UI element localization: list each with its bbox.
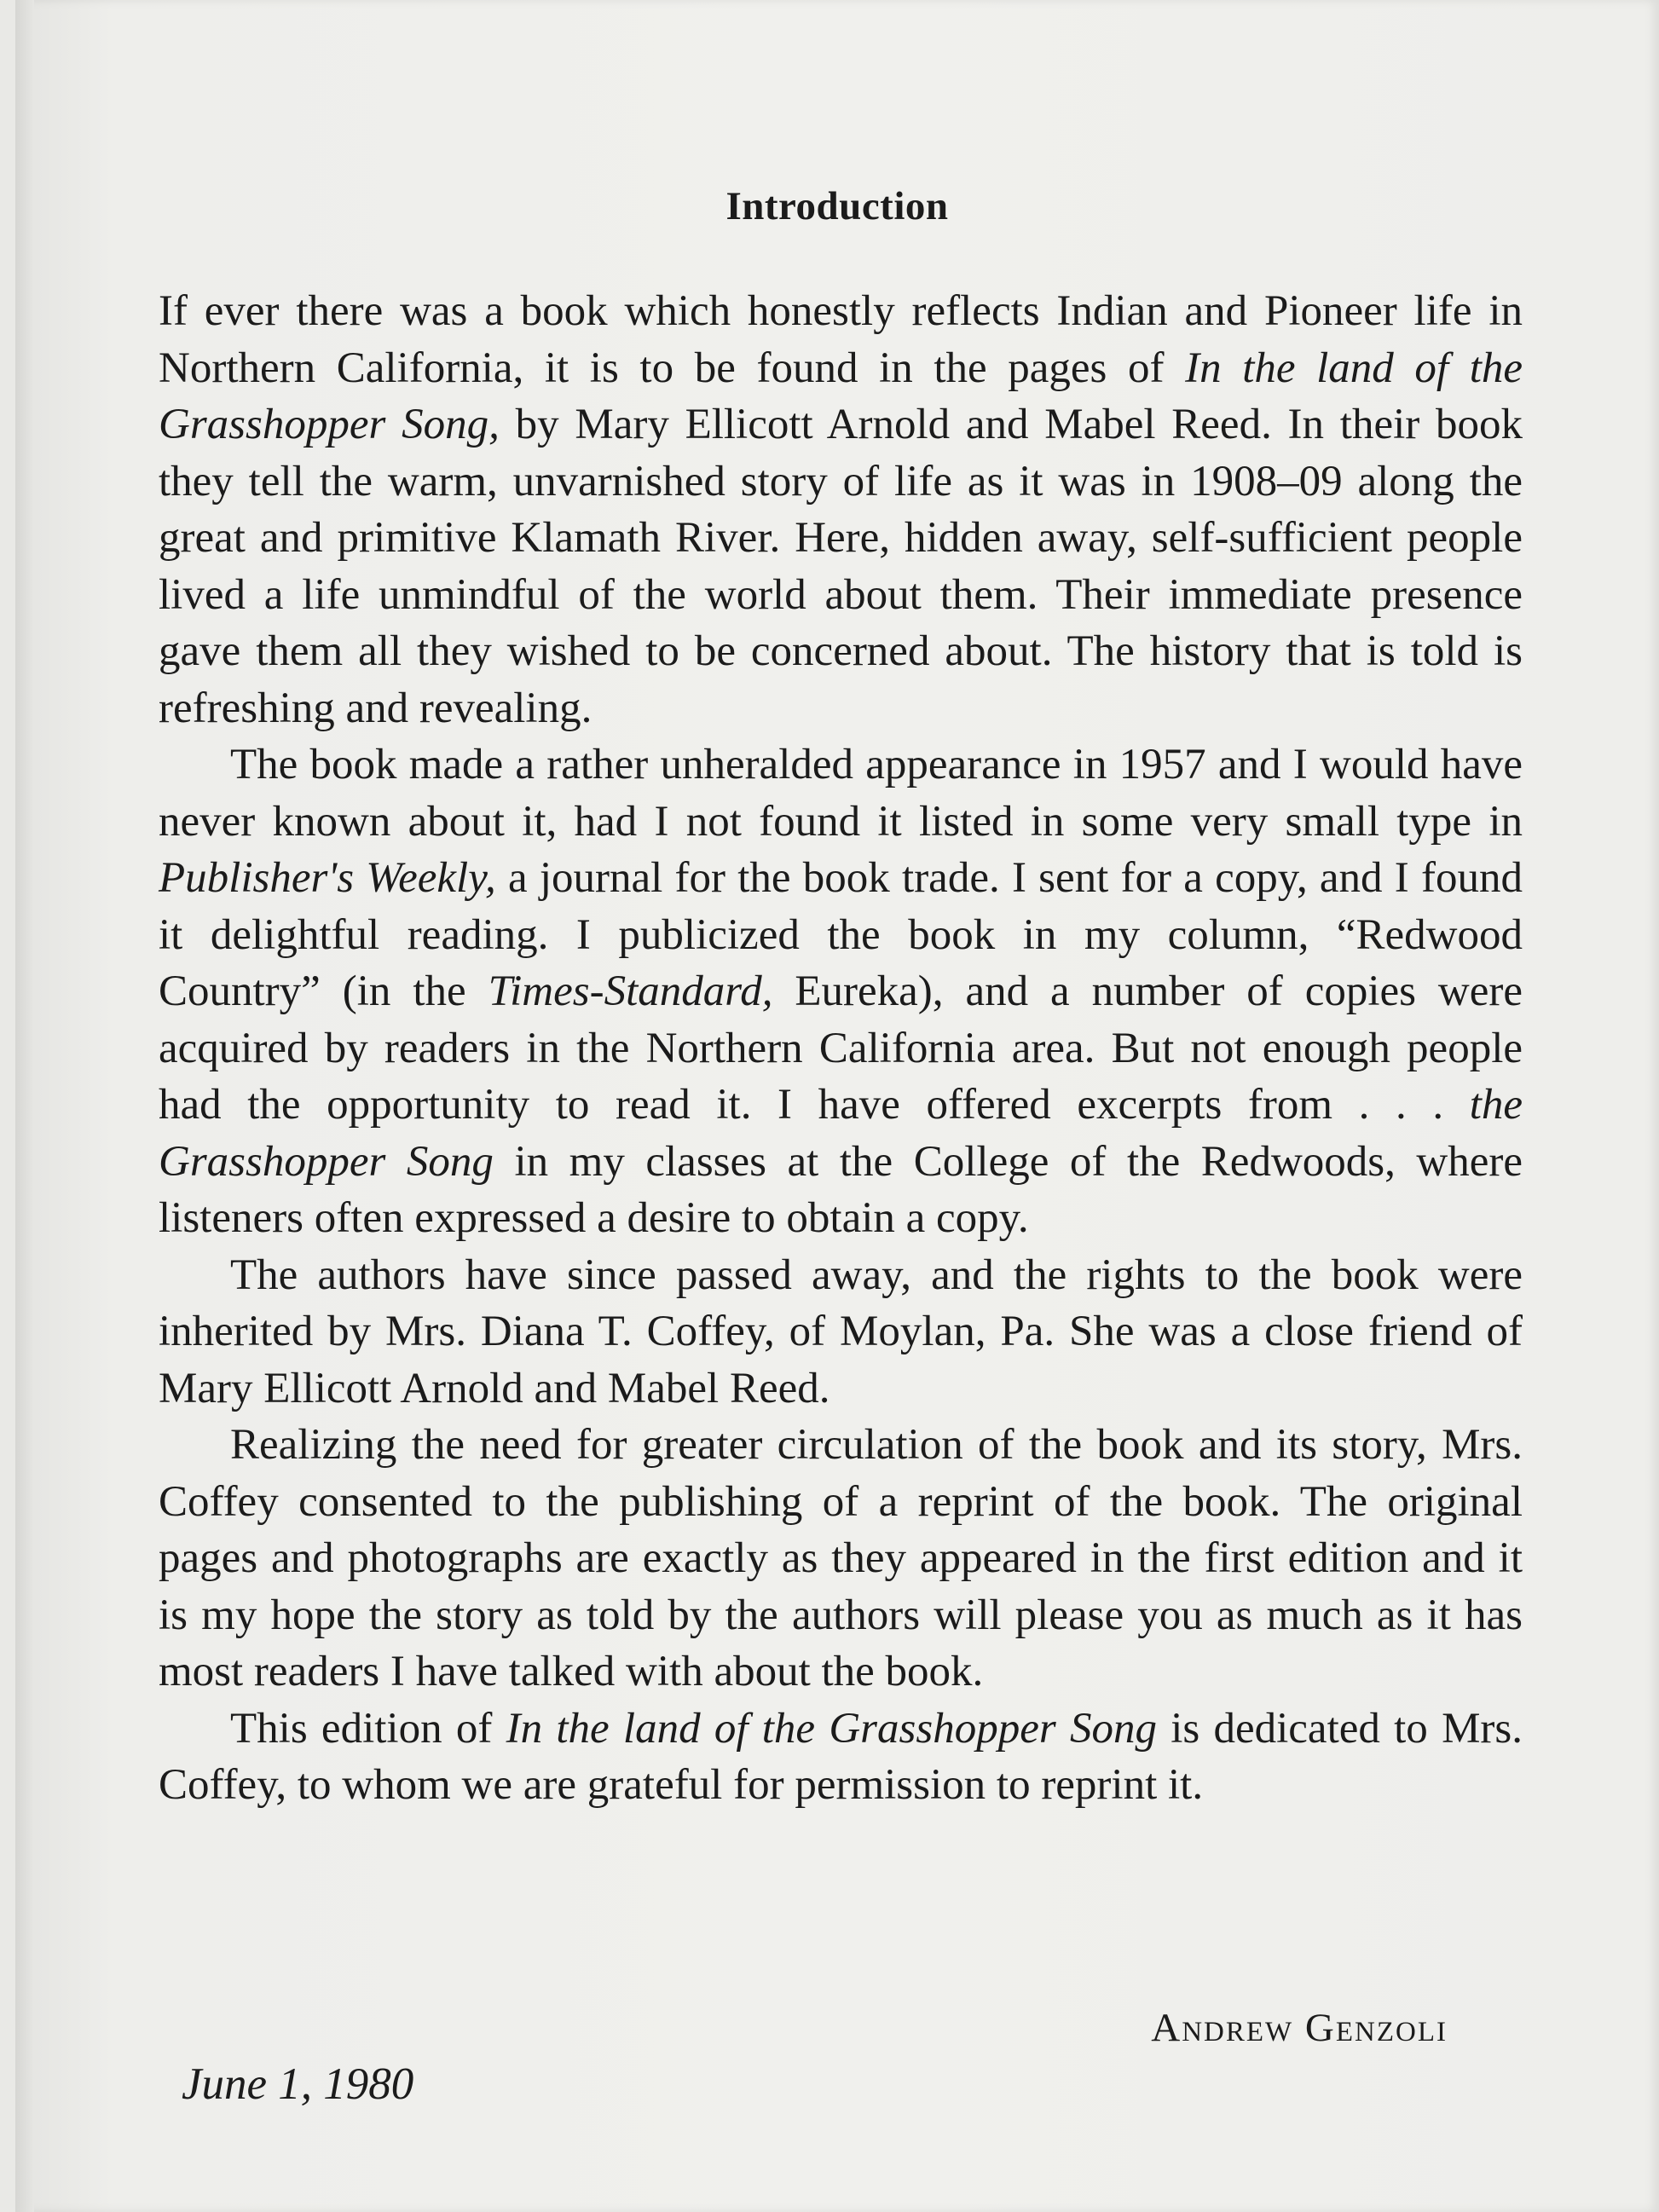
paragraph-2-part-1: The book made a rather unheralded appearance in 1957 and I would have never known about it, had I not found it listed in some very small type in — [159, 741, 1523, 846]
paragraph-2 — [159, 736, 1523, 1247]
paragraph-4 — [159, 1417, 1523, 1701]
paragraph-3-text: The authors have since passed away, and the rights to the book were inherited by Mrs. Diana T. Coffey, of Moylan, Pa. She was a close friend of Mary Ellicott Arnold and Mabel Reed. — [159, 1250, 1523, 1412]
page-title: Introduction — [725, 184, 949, 228]
paragraph-2-book-title: the Grasshopper Song — [159, 1081, 1523, 1186]
paragraph-2-part-5: Eureka), and a number of copies were acquired by readers in the Northern California area. But not enough people had the opportunity to read it. I have offered excerpts from . . . — [159, 967, 1523, 1129]
paragraph-5-book-title: In the land of the Grasshopper Song — [506, 1704, 1157, 1753]
page-spine-edge — [15, 0, 34, 2212]
paragraph-2-part-3: a journal for the book trade. I sent for a copy, and I found it delightful reading. I publicized the book in my column, “Redwood Country” (in the — [159, 854, 1523, 1015]
paragraph-1-part-3: by Mary Ellicott Arnold and Mabel Reed. In their book they tell the warm, unvarnished story of life as it was in 1908–09 along the great and primitive Klamath River. Here, hidden away, self-sufficient people lived a life unmindful of the world about them. Their immediate presence gave them all they wished to be concerned about. The history that is told is refreshing and revealing. — [159, 401, 1523, 732]
introduction-body — [159, 283, 1523, 1814]
paragraph-1-part-1: If ever there was a book which honestly reflects Indian and Pioneer life in Northern California, it is to be found in the pages of — [159, 287, 1523, 392]
book-page — [15, 0, 1659, 2212]
paragraph-4-text: Realizing the need for greater circulation of the book and its story, Mrs. Coffey consented to the publishing of a reprint of the book. The original pages and photographs are exactly as they appeared in the first edition and it is my hope the story as told by the authors will please you as much as it has most readers I have talked with about the book. — [159, 1421, 1523, 1695]
paragraph-5-part-3: is dedicated to Mrs. Coffey, to whom we are grateful for permission to reprint it. — [159, 1704, 1523, 1809]
paragraph-5-part-1: This edition of — [230, 1704, 506, 1753]
author-signature: Andrew Genzoli — [1151, 2006, 1448, 2050]
paragraph-1-book-title: In the land of the Grasshopper Song, — [159, 344, 1523, 448]
paragraph-2-journal-title: Publisher's Weekly, — [159, 854, 496, 902]
paragraph-2-part-7: in my classes at the College of the Redwoods, where listeners often expressed a desire to obtain a copy. — [159, 1137, 1523, 1242]
paragraph-5 — [159, 1701, 1523, 1814]
paragraph-2-newspaper-title: Times-Standard, — [488, 967, 773, 1015]
paragraph-3 — [159, 1247, 1523, 1418]
paragraph-1 — [159, 283, 1523, 736]
introduction-date: June 1, 1980 — [182, 2059, 414, 2109]
